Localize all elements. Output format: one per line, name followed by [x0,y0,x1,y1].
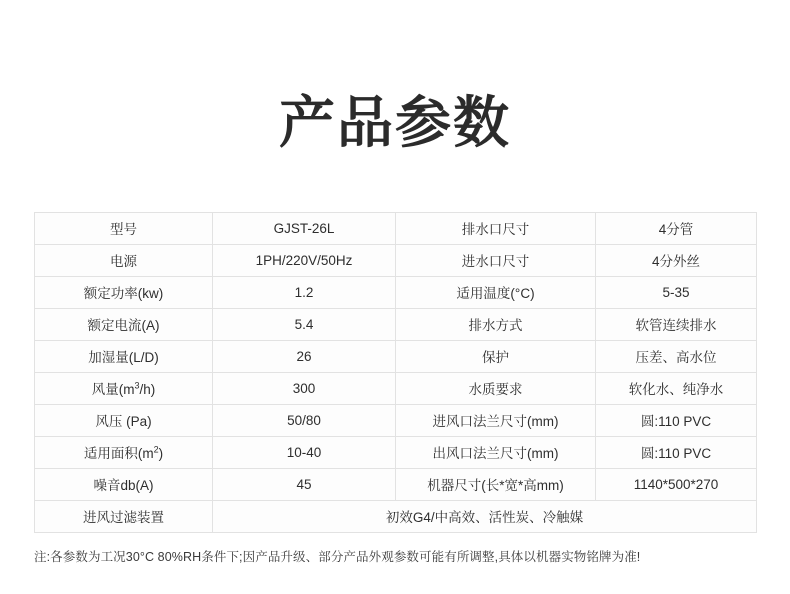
table-row [35,372,757,404]
table-row [35,244,757,276]
spec-value: 4分管 [596,212,757,244]
spec-label: 水质要求 [396,372,596,404]
spec-label: 排水方式 [396,308,596,340]
spec-label: 出风口法兰尺寸(mm) [396,436,596,468]
spec-table-container [34,212,756,533]
spec-value: 软管连续排水 [596,308,757,340]
spec-value: 圆:110 PVC [596,404,757,436]
table-row [35,436,757,468]
spec-value: 1.2 [213,276,396,308]
table-row [35,404,757,436]
table-row [35,468,757,500]
spec-value: 1PH/220V/50Hz [213,244,396,276]
spec-label-superscript: 3 [134,380,140,391]
spec-label: 排水口尺寸 [396,212,596,244]
spec-label: 电源 [35,244,213,276]
spec-value: GJST-26L [213,212,396,244]
spec-value: 5-35 [596,276,757,308]
table-row [35,340,757,372]
table-row [35,308,757,340]
spec-value: 软化水、纯净水 [596,372,757,404]
spec-label: 噪音db(A) [35,468,213,500]
spec-value: 4分外丝 [596,244,757,276]
spec-label-text: /h) [139,382,156,398]
spec-label-text: ) [158,446,164,462]
spec-label: 加湿量(L/D) [35,340,213,372]
page-title: 产品参数 [279,91,511,154]
spec-value: 45 [213,468,396,500]
table-row [35,212,757,244]
spec-label: 进风过滤装置 [35,500,213,532]
spec-label: 风压 (Pa) [35,404,213,436]
spec-value: 300 [213,372,396,404]
spec-label: 适用温度(°C) [396,276,596,308]
spec-value: 初效G4/中高效、活性炭、冷触媒 [213,500,757,532]
spec-label: 型号 [35,212,213,244]
spec-label: 额定电流(A) [35,308,213,340]
spec-value: 50/80 [213,404,396,436]
spec-label: 进水口尺寸 [396,244,596,276]
spec-label: 保护 [396,340,596,372]
spec-value: 10-40 [213,436,396,468]
spec-table [34,212,757,533]
spec-label-text: 适用面积(m [83,446,154,462]
spec-label: 进风口法兰尺寸(mm) [396,404,596,436]
spec-label: 机器尺寸(长*宽*高mm) [396,468,596,500]
spec-value: 圆:110 PVC [596,436,757,468]
spec-label-text: 风量(m [91,382,135,398]
spec-value: 26 [213,340,396,372]
spec-label-superscript: 2 [153,444,159,455]
spec-value: 5.4 [213,308,396,340]
spec-label: 额定功率(kw) [35,276,213,308]
table-row [35,276,757,308]
spec-label [35,436,213,468]
spec-table-body [35,212,757,532]
footnote: 注:各参数为工况30°C 80%RH条件下;因产品升级、部分产品外观参数可能有所调整,具体以机器实物铭牌为准! [34,549,641,564]
spec-label [35,372,213,404]
spec-value: 压差、高水位 [596,340,757,372]
table-row-filter [35,500,757,532]
spec-value: 1140*500*270 [596,468,757,500]
